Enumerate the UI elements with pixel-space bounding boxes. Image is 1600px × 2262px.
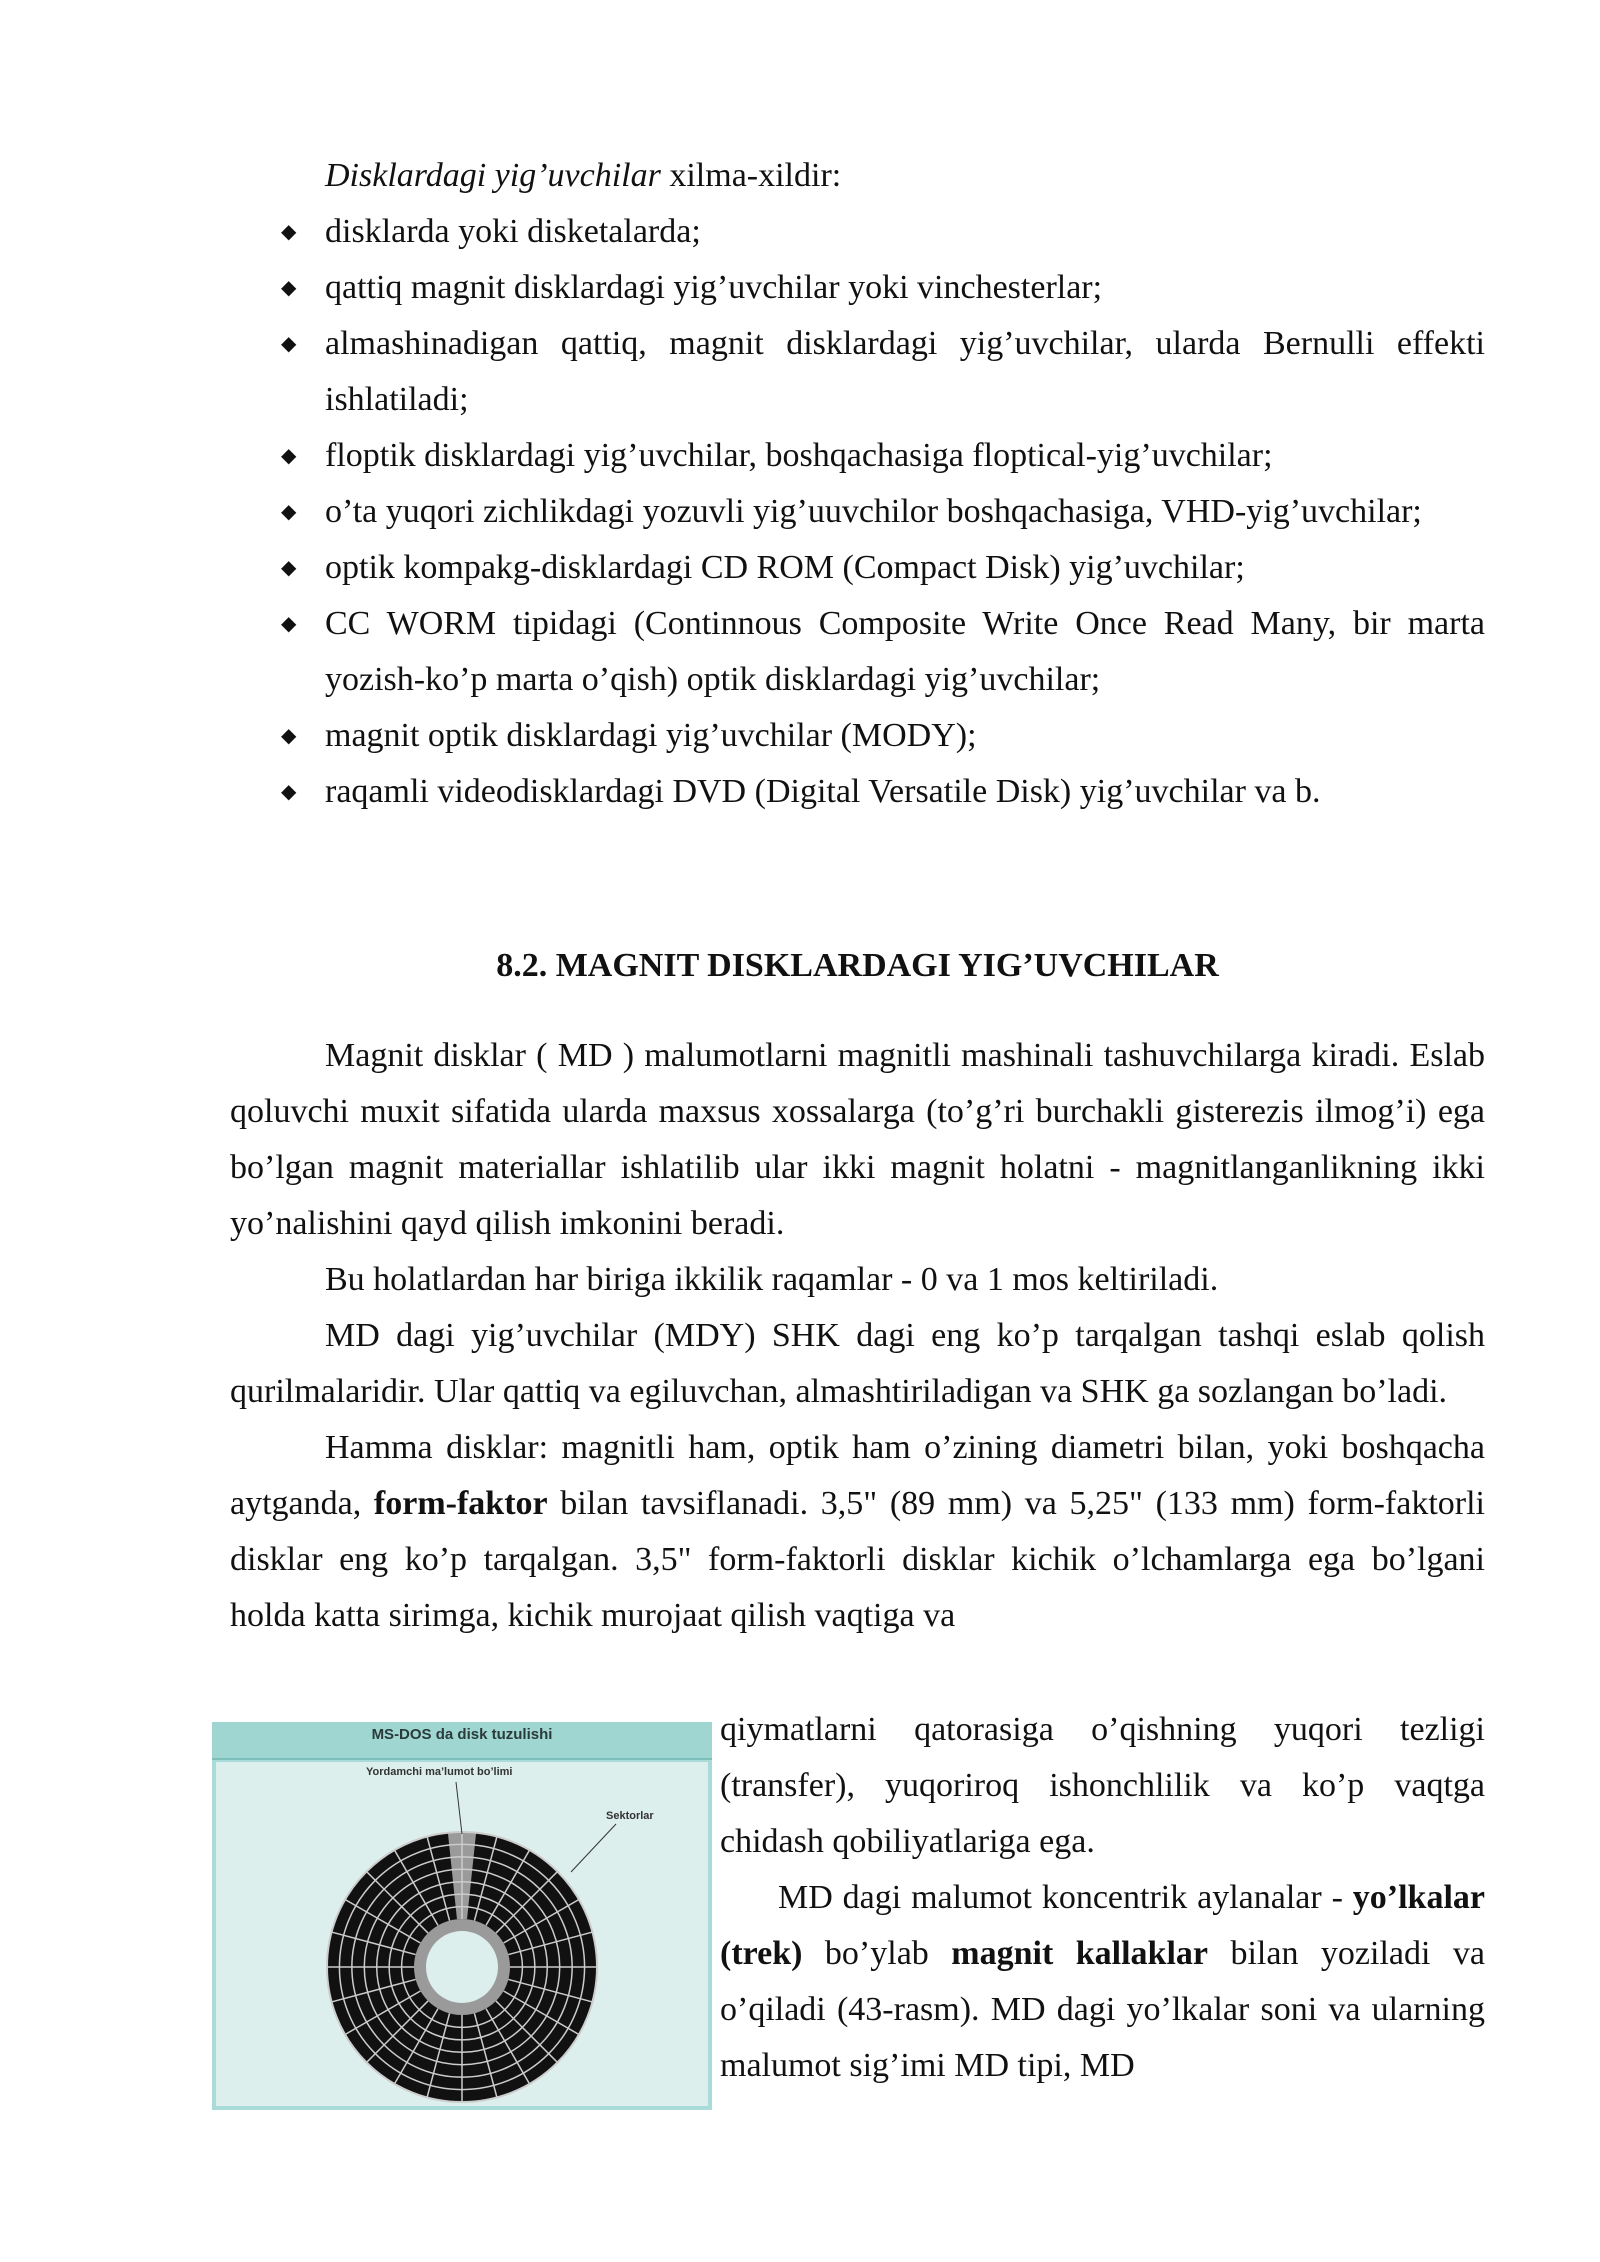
list-item-text: o’ta yuqori zichlikdagi yozuvli yig’uuvchilor boshqachasiga, VHD-yig’uvchilar; bbox=[325, 493, 1422, 530]
list-item-text: qattiq magnit disklardagi yig’uvchilar yoki vinchesterlar; bbox=[325, 269, 1103, 306]
list-item-text: floptik disklardagi yig’uvchilar, boshqachasiga floptical-yig’uvchilar; bbox=[325, 437, 1273, 474]
list-item bbox=[281, 204, 1485, 260]
storage-types-list bbox=[281, 204, 1485, 820]
paragraph bbox=[230, 1420, 1485, 1644]
paragraph-text: bilan yoziladi va o’qiladi (43-rasm). MD dagi yo’lkalar soni va ularning malumot sig’imi MD tipi, MD bbox=[720, 1935, 1486, 2084]
list-item bbox=[281, 596, 1485, 708]
diamond-bullet-icon: ◆ bbox=[281, 557, 297, 579]
paragraph: Bu holatlardan har biriga ikkilik raqamlar - 0 va 1 mos keltiriladi. bbox=[325, 1261, 1219, 1298]
paragraph-text: bo’ylab bbox=[802, 1935, 952, 1972]
disk-center-hole bbox=[426, 1931, 498, 2003]
disk-structure-figure bbox=[212, 1722, 712, 2110]
main-text bbox=[230, 1028, 1485, 1644]
list-item bbox=[281, 316, 1485, 428]
diamond-bullet-icon: ◆ bbox=[281, 501, 297, 523]
list-item bbox=[281, 764, 1485, 820]
diamond-bullet-icon: ◆ bbox=[281, 333, 297, 355]
list-item-text: raqamli videodisklardagi DVD (Digital Versatile Disk) yig’uvchilar va b. bbox=[325, 773, 1321, 810]
paragraph: Magnit disklar ( MD ) malumotlarni magnitli mashinali tashuvchilarga kiradi. Eslab qoluvchi muxit sifatida ularda maxsus xossalarga (to’g’ri burchakli gisterezis ilmog’i) ega bo’lgan magnit materiallar ishlatilib ular ikki magnit holatni - magnitlanganlikning ikki yo’nalishini qayd qilish imkonini beradi. bbox=[230, 1037, 1485, 1242]
sectors-label: Sektorlar bbox=[606, 1810, 654, 1822]
list-item-text: disklarda yoki disketalarda; bbox=[325, 213, 701, 250]
list-item-text: CC WORM tipidagi (Continnous Composite Write Once Read Many, bir marta yozish-ko’p marta o’qish) optik disklardagi yig’uvchilar; bbox=[325, 605, 1485, 698]
aux-label-pointer bbox=[456, 1782, 462, 1834]
list-item-text: magnit optik disklardagi yig’uvchilar (MODY); bbox=[325, 717, 977, 754]
list-item bbox=[281, 708, 1485, 764]
list-item bbox=[281, 484, 1485, 540]
paragraph: qiymatlarni qatorasiga o’qishning yuqori tezligi (transfer), yuqoriroq ishonchlilik va ko’p vaqtga chidash qobiliyatlariga ega. bbox=[720, 1711, 1485, 1860]
diamond-bullet-icon: ◆ bbox=[281, 221, 297, 243]
sectors-label-pointer bbox=[571, 1824, 616, 1872]
diamond-bullet-icon: ◆ bbox=[281, 277, 297, 299]
bold-term: magnit kallaklar bbox=[951, 1935, 1208, 1972]
list-item-text: optik kompakg-disklardagi CD ROM (Compact Disk) yig’uvchilar; bbox=[325, 549, 1245, 586]
list-item bbox=[281, 260, 1485, 316]
paragraph bbox=[720, 1870, 1485, 2094]
list-item bbox=[281, 540, 1485, 596]
intro-rest: xilma-xildir: bbox=[660, 157, 842, 194]
list-item bbox=[281, 428, 1485, 484]
section-heading: 8.2. MAGNIT DISKLARDAGI YIG’UVCHILAR bbox=[496, 947, 1219, 984]
intro-italic: Disklardagi yig’uvchilar bbox=[325, 157, 661, 194]
aux-info-label: Yordamchi ma’lumot bo’limi bbox=[366, 1766, 513, 1778]
side-text bbox=[720, 1702, 1485, 2094]
list-item-text: almashinadigan qattiq, magnit disklardagi yig’uvchilar, ularda Bernulli effekti ishlatiladi; bbox=[325, 325, 1485, 418]
bold-term: form-faktor bbox=[373, 1485, 548, 1522]
diamond-bullet-icon: ◆ bbox=[281, 725, 297, 747]
paragraph: MD dagi yig’uvchilar (MDY) SHK dagi eng ko’p tarqalgan tashqi eslab qolish qurilmalaridir. Ular qattiq va egiluvchan, almashtiriladigan va SHK ga sozlangan bo’ladi. bbox=[230, 1317, 1485, 1410]
paragraph-text: MD dagi malumot koncentrik aylanalar - bbox=[778, 1879, 1353, 1916]
figure-canvas bbox=[216, 1762, 708, 2106]
diamond-bullet-icon: ◆ bbox=[281, 613, 297, 635]
figure-title-bar bbox=[212, 1722, 712, 1760]
paragraph-text: Hamma disklar: magnitli ham, optik ham o’zining diametri bilan, yoki boshqacha aytganda, bbox=[230, 1429, 1485, 1522]
intro-line bbox=[325, 148, 1485, 204]
bold-term: yo’lkalar (trek) bbox=[720, 1879, 1485, 1972]
diamond-bullet-icon: ◆ bbox=[281, 781, 297, 803]
diamond-bullet-icon: ◆ bbox=[281, 445, 297, 467]
figure-title: MS-DOS da disk tuzulishi bbox=[371, 1726, 553, 1743]
paragraph-text: bilan tavsiflanadi. 3,5" (89 mm) va 5,25" (133 mm) form-faktorli disklar eng ko’p tarqalgan. 3,5" form-faktorli disklar kichik o’lchamlarga ega bo’lgani holda katta sirimga, kichik murojaat qilish vaqtiga va bbox=[230, 1485, 1485, 1634]
